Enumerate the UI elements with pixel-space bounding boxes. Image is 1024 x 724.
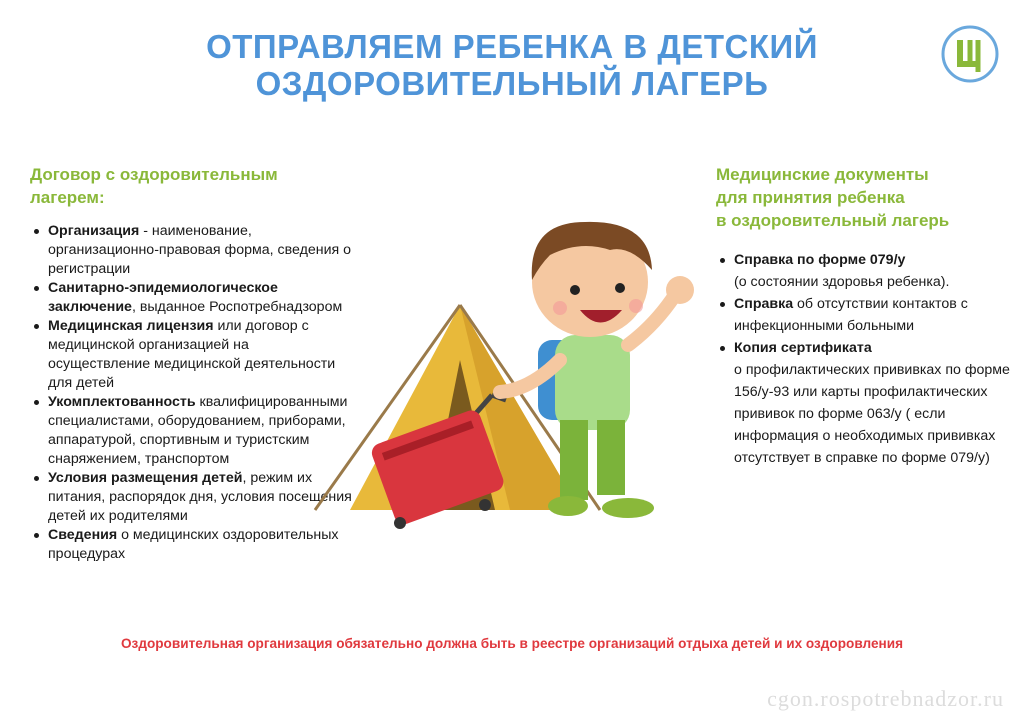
list-item: Организация - наименование, организационно-правовая форма, сведения о регистрации bbox=[32, 222, 352, 279]
list-item: Санитарно-эпидемиологическое заключение, выданное Роспотребнадзором bbox=[32, 279, 352, 317]
page-title bbox=[0, 28, 1024, 102]
list-item: Медицинская лицензия или договор с медицинской организацией на осуществление медицинской деятельности для детей bbox=[32, 317, 352, 393]
title-line-2: ОЗДОРОВИТЕЛЬНЫЙ ЛАГЕРЬ bbox=[255, 65, 769, 102]
ts-logo-icon bbox=[940, 24, 1000, 84]
list-item: Укомплектованность квалифицированными специалистами, оборудованием, приборами, аппаратурой, спортивным и туристским снаряжением, транспортом bbox=[32, 393, 352, 469]
list-item: Копия сертификата о профилактических прививках по форме 156/у-93 или карты профилактических прививок по форме 063/у ( если информация о необходимых прививках отсутствует в справке по форме 079/у) bbox=[718, 337, 1018, 469]
site-watermark: cgon.rospotrebnadzor.ru bbox=[767, 686, 1004, 711]
registry-warning-note: Оздоровительная организация обязательно должна быть в реестре организаций отдыха детей и их оздоровления bbox=[120, 636, 904, 651]
list-item: Условия размещения детей, режим их питания, распорядок дня, условия посещения детей их родителями bbox=[32, 469, 352, 526]
list-item: Справка об отсутствии контактов с инфекционными больными bbox=[718, 293, 1018, 337]
contract-requirements-list bbox=[32, 222, 352, 564]
boy-with-suitcase-illustration bbox=[310, 210, 710, 540]
list-item: Справка по форме 079/у (о состоянии здоровья ребенка). bbox=[718, 249, 1018, 293]
medical-docs-section-title: Медицинские документы для принятия ребенка в оздоровительный лагерь bbox=[716, 165, 950, 230]
medical-documents-list bbox=[718, 249, 1018, 469]
contract-section-title: Договор с оздоровительным лагерем: bbox=[30, 165, 278, 207]
list-item: Сведения о медицинских оздоровительных процедурах bbox=[32, 526, 352, 564]
title-line-1: ОТПРАВЛЯЕМ РЕБЕНКА В ДЕТСКИЙ bbox=[206, 28, 818, 65]
